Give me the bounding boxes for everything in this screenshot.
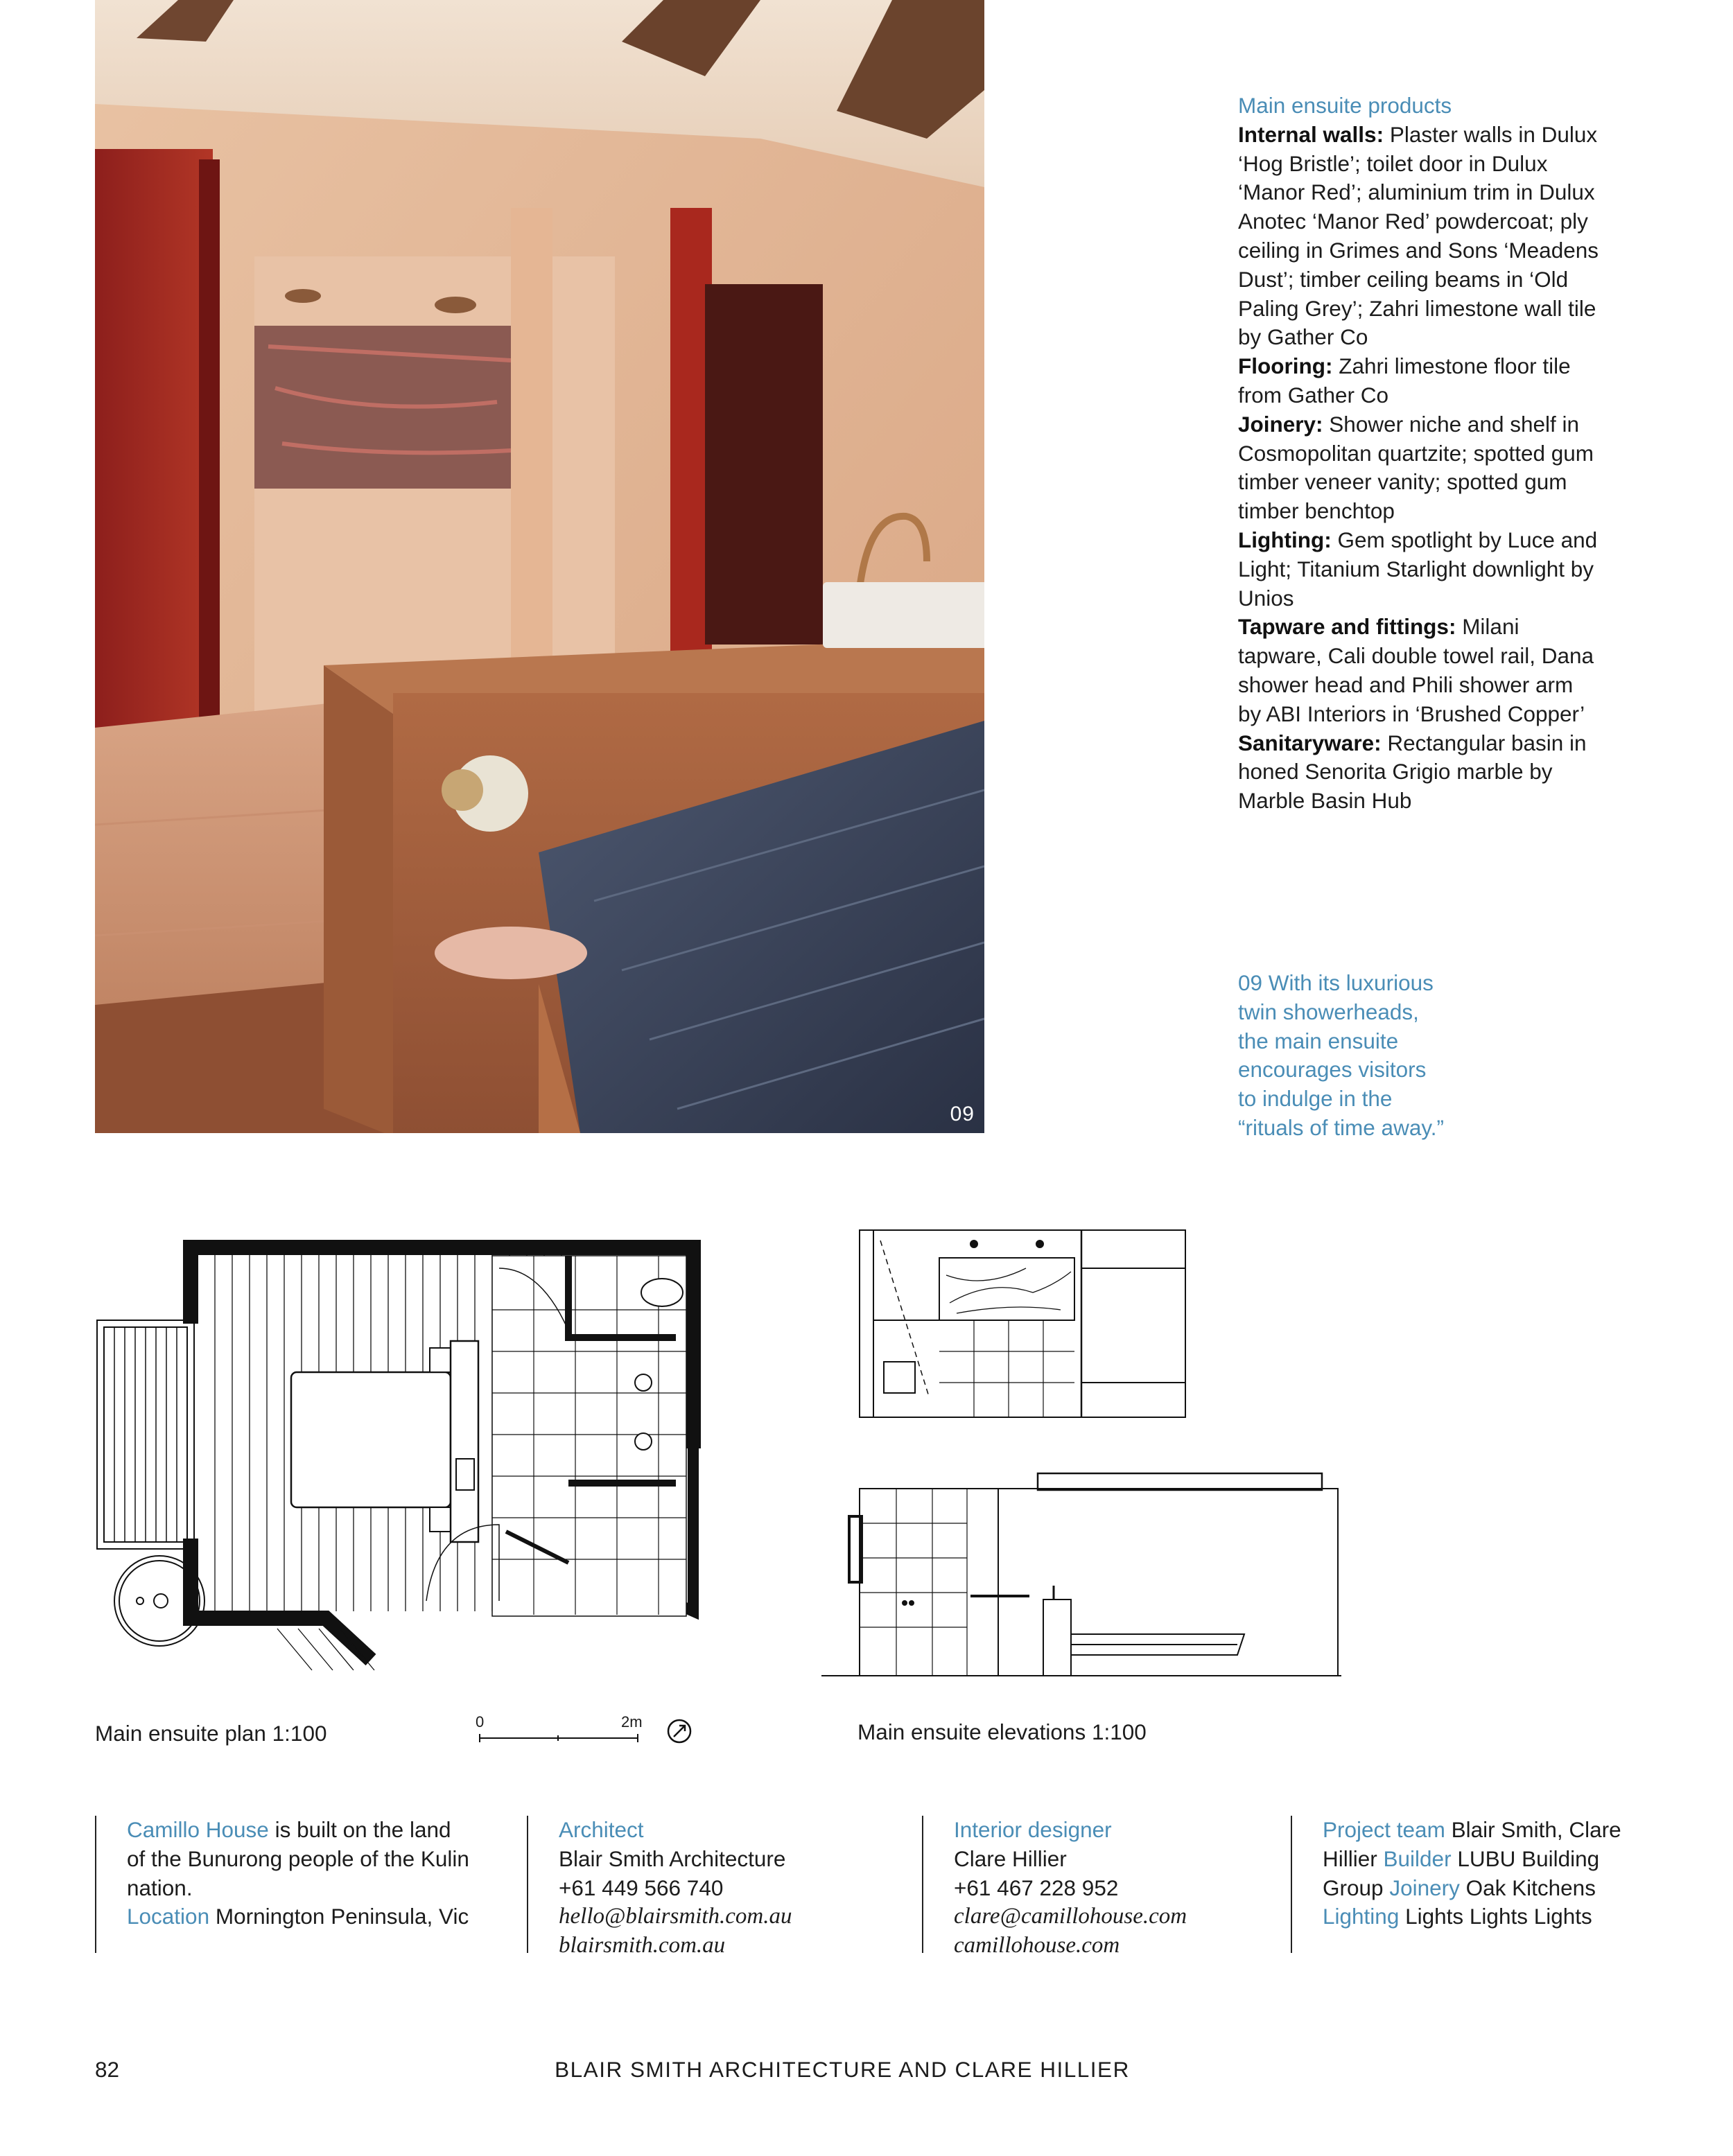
joinery-label: Joinery: [1389, 1875, 1460, 1900]
product-text: Milani tapware, Cali double towel rail, Dana shower head and Phili shower arm by ABI Interiors in ‘Brushed Copper’: [1238, 614, 1594, 726]
interior-email[interactable]: clare@camillohouse.com: [954, 1904, 1187, 1929]
product-text: Gem spotlight by Luce and Light; Titanium Starlight downlight by Unios: [1238, 527, 1598, 611]
interior-name: Clare Hillier: [954, 1846, 1067, 1871]
product-item: [1238, 729, 1599, 816]
product-label: Sanitaryware:: [1238, 730, 1382, 755]
plan-label: Main ensuite plan 1:100: [95, 1721, 327, 1746]
architect-phone: +61 449 566 740: [559, 1875, 724, 1900]
credit-location-text: [127, 1816, 473, 1931]
joinery-value: Oak Kitchens: [1459, 1875, 1596, 1900]
caption-line: encourages visitors: [1238, 1057, 1427, 1083]
ensuite-floor-plan: [83, 1227, 707, 1684]
caption-line: twin showerheads,: [1238, 999, 1419, 1024]
photo-caption: [1238, 969, 1488, 1143]
project-team-label: Project team: [1323, 1817, 1445, 1842]
caption-line: to indulge in the: [1238, 1086, 1393, 1112]
credit-column-team: [1291, 1816, 1648, 1953]
product-label: Internal walls:: [1238, 121, 1384, 147]
elevation-top: [853, 1223, 1192, 1424]
photo-number: 09: [950, 1103, 975, 1125]
page-number: 82: [95, 2057, 120, 2082]
product-text: Zahri limestone floor tile from Gather Co: [1238, 353, 1571, 407]
scale-start: 0: [476, 1713, 485, 1730]
credit-column-interior: [922, 1816, 1294, 1958]
elevation-bottom: [821, 1468, 1348, 1683]
builder-value: LUBU Building Group: [1323, 1846, 1600, 1900]
team-credits: [1323, 1816, 1648, 1931]
project-name: Camillo House: [127, 1817, 269, 1842]
interior-website[interactable]: camillohouse.com: [954, 1933, 1120, 1958]
products-list: [1238, 91, 1599, 816]
interior-heading: Interior designer: [954, 1817, 1112, 1842]
location-value: Mornington Peninsula, Vic: [209, 1904, 469, 1929]
bedroom-ensuite-photo: [95, 0, 984, 1133]
architect-name: Blair Smith Architecture: [559, 1846, 786, 1871]
photo-illustration: [95, 0, 984, 1133]
credit-column-architect: [527, 1816, 898, 1958]
product-item: [1238, 526, 1599, 613]
elevation-label: Main ensuite elevations 1:100: [857, 1719, 1147, 1744]
architect-email[interactable]: hello@blairsmith.com.au: [559, 1904, 792, 1929]
scale-bar: [471, 1712, 700, 1753]
scale-bar-drawing: [471, 1712, 700, 1753]
caption-line: 09 With its luxurious: [1238, 970, 1434, 995]
product-label: Lighting:: [1238, 527, 1332, 552]
lighting-value: Lights Lights Lights: [1399, 1904, 1592, 1929]
product-item: [1238, 410, 1599, 526]
product-text: Shower niche and shelf in Cosmopolitan quartzite; spotted gum timber veneer vanity; spotted gum timber benchtop: [1238, 411, 1594, 524]
product-text: Rectangular basin in honed Senorita Grigio marble by Marble Basin Hub: [1238, 730, 1587, 814]
architect-website[interactable]: blairsmith.com.au: [559, 1933, 726, 1958]
product-label: Joinery:: [1238, 411, 1323, 437]
credit-column-location: [95, 1816, 473, 1953]
builder-label: Builder: [1383, 1846, 1452, 1871]
country-statement: is built on the land of the Bunurong people of the Kulin nation.: [127, 1817, 469, 1900]
interior-phone: +61 467 228 952: [954, 1875, 1119, 1900]
lighting-label: Lighting: [1323, 1904, 1400, 1929]
product-label: Tapware and fittings:: [1238, 614, 1456, 640]
products-heading: Main ensuite products: [1238, 93, 1452, 118]
product-item: [1238, 613, 1599, 728]
floor-plan-drawing: [83, 1227, 707, 1684]
architect-heading: Architect: [559, 1817, 644, 1842]
product-item: [1238, 352, 1599, 410]
caption-line: the main ensuite: [1238, 1028, 1399, 1053]
product-text: Plaster walls in Dulux ‘Hog Bristle’; toilet door in Dulux ‘Manor Red’; aluminium trim in Dulux Anotec ‘Manor Red’ powdercoat; ply ceiling in Grimes and Sons ‘Meadens Dust’; timber ceiling beams in ‘Old Paling Grey’; Zahri limestone wall tile by Gather Co: [1238, 121, 1599, 350]
elevation-bottom-drawing: [821, 1468, 1348, 1683]
elevation-top-drawing: [853, 1223, 1192, 1424]
running-head: BLAIR SMITH ARCHITECTURE AND CLARE HILLIER: [555, 2057, 1130, 2082]
caption-line: “rituals of time away.”: [1238, 1114, 1444, 1140]
product-label: Flooring:: [1238, 353, 1333, 379]
project-team-value: Blair Smith, Clare Hillier: [1323, 1817, 1621, 1871]
scale-end: 2m: [621, 1713, 643, 1730]
location-label: Location: [127, 1904, 210, 1929]
product-item: [1238, 121, 1599, 352]
